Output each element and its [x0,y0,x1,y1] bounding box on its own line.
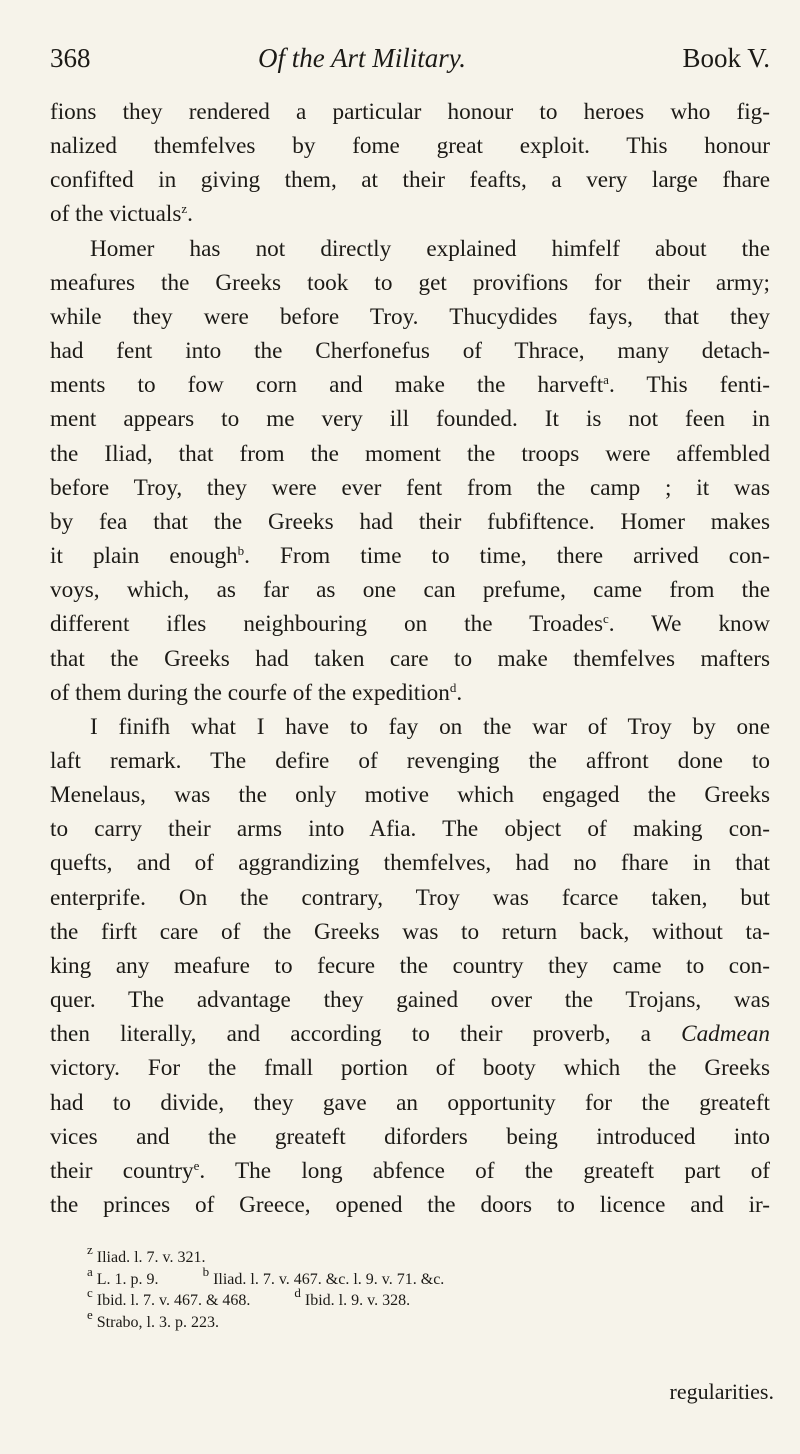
text-line [50,368,770,402]
text-line-tail: . We know [608,611,770,638]
text-line-content: had to divide, they gave an opportunity for the greateft [50,1089,770,1116]
text-line-content: enterprife. On the contrary, Troy was fcarce taken, but [50,884,770,911]
text-line-content: I finifh what I have to fay on the war of Troy by one [90,713,770,740]
text-line [50,1120,770,1154]
text-line [50,744,770,778]
footnote-line [87,1285,770,1312]
book-number: Book V. [682,43,770,73]
text-line-content: different ifles neighbouring on the Troades [50,611,603,638]
text-line-content: before Troy, they were ever fent from the camp ; it was [50,474,770,501]
text-line [50,676,770,710]
page-content [50,38,770,1438]
text-line [50,95,770,129]
text-line [50,437,770,471]
text-line-content: while they were before Troy. Thucydides fays, that they [50,303,770,330]
text-line [50,163,770,197]
text-line [50,197,770,231]
footnotes [50,1242,770,1333]
footnote-marker: z [87,1242,93,1258]
text-line [50,573,770,607]
text-line [50,778,770,812]
footnote-marker: e [193,1157,200,1173]
text-line-content: that the Greeks had taken care to make themfelves mafters [50,645,770,672]
text-line [50,983,770,1017]
text-line-content: ment appears to me very ill founded. It is not feen in [50,406,770,433]
text-line-content: laft remark. The defire of revenging the affront done to [50,747,770,774]
text-line-content: confifted in giving them, at their feafts, a very large fhare [50,167,770,194]
text-line-content: meafures the Greeks took to get provifions for their army; [50,269,770,296]
text-line-tail: . From time to time, there arrived con- [244,543,771,570]
text-line-content: quer. The advantage they gained over the Trojans, was [50,987,770,1014]
text-line-content: voys, which, as far as one can prefume, came from the [50,577,770,604]
text-line [50,232,770,266]
text-line [50,915,770,949]
running-head [50,38,770,78]
text-line-content: of them during the courfe of the expedition [50,679,450,706]
text-line [50,1154,770,1188]
footnote-marker: b [202,1263,210,1279]
text-line [50,710,770,744]
footnote-text: Iliad. l. 7. v. 321. [92,1249,206,1267]
text-line-content: to carry their arms into Afia. The object of making con- [50,816,770,843]
text-line [50,1051,770,1085]
footnote-marker: b [237,543,245,559]
italic-phrase: Cadmean [681,1021,770,1048]
text-line [50,402,770,436]
text-line [50,949,770,983]
footnote-text: Strabo, l. 3. p. 223. [92,1313,219,1331]
text-line-tail: . The long abfence of the greateft part of [199,1157,771,1184]
text-line-content: quefts, and of aggrandizing themfelves, had no fhare in that [50,850,770,877]
text-line-content: the Iliad, that from the moment the troops were affembled [50,440,770,467]
text-line-content: victory. For the fmall portion of booty which the Greeks [50,1055,770,1082]
text-line-content: Menelaus, was the only motive which engaged the Greeks [50,782,770,809]
footnote-line [87,1263,770,1291]
text-line-tail: . This fenti- [608,372,770,399]
text-line [50,607,770,641]
text-line [50,505,770,539]
footnote-marker: e [87,1306,93,1322]
text-line-content: king any meafure to fecure the country they came to con- [50,952,770,979]
text-line-content: it plain enough [50,543,238,570]
text-line-content: nalized themfelves by fome great exploit. This honour [50,133,770,160]
footnote-marker: d [449,679,457,695]
text-line-content: vices and the greateft diforders being introduced into [50,1123,770,1150]
footnote-text: L. 1. p. 9. [92,1270,159,1288]
running-title: Of the Art Military. [258,43,466,73]
text-line [50,129,770,163]
text-line-content: then literally, and according to their proverb, a [50,1021,682,1048]
text-line-content: their country [50,1157,194,1184]
body-text [50,95,770,1222]
text-line-tail: . [187,201,193,228]
footnote-marker: c [87,1285,93,1301]
text-line-content: of the victuals [50,201,182,228]
footnote-marker: d [294,1285,301,1301]
text-line-content: Homer has not directly explained himfelf about the [90,235,770,262]
text-line-content: had fent into the Cherfonefus of Thrace, many detach- [50,338,770,365]
page-number: 368 [50,43,91,73]
text-line [50,300,770,334]
text-line-content: fions they rendered a particular honour to heroes who fig- [50,99,770,125]
footnote-marker: z [181,201,188,217]
text-line [50,266,770,300]
text-line-content: the princes of Greece, opened the doors to licence and ir- [50,1192,770,1218]
text-line [50,539,770,573]
text-line [50,881,770,915]
footnote-marker: c [602,611,609,627]
text-line [50,642,770,676]
text-line-tail: . [456,679,463,706]
footnote-line [87,1242,770,1269]
text-line-content: the firft care of the Greeks was to return back, without ta- [50,918,770,945]
text-line [50,1086,770,1120]
text-line [50,846,770,880]
text-line-content: ments to fow corn and make the harveft [50,372,604,399]
catchword: regularities. [669,1379,774,1404]
text-line-content: by fea that the Greeks had their fubfiftence. Homer makes [50,508,770,535]
text-line [50,1017,770,1051]
footnote-line [87,1306,770,1334]
footnote-text: Ibid. l. 9. v. 328. [300,1292,411,1310]
text-line [50,812,770,846]
text-line [50,1188,770,1222]
footnote-text: Iliad. l. 7. v. 467. &c. l. 9. v. 71. &c. [209,1270,445,1288]
text-line [50,334,770,368]
text-line [50,471,770,505]
footnote-text: Ibid. l. 7. v. 467. & 468. [92,1292,251,1310]
footnote-marker: a [87,1263,93,1279]
footnote-marker: a [603,372,609,388]
